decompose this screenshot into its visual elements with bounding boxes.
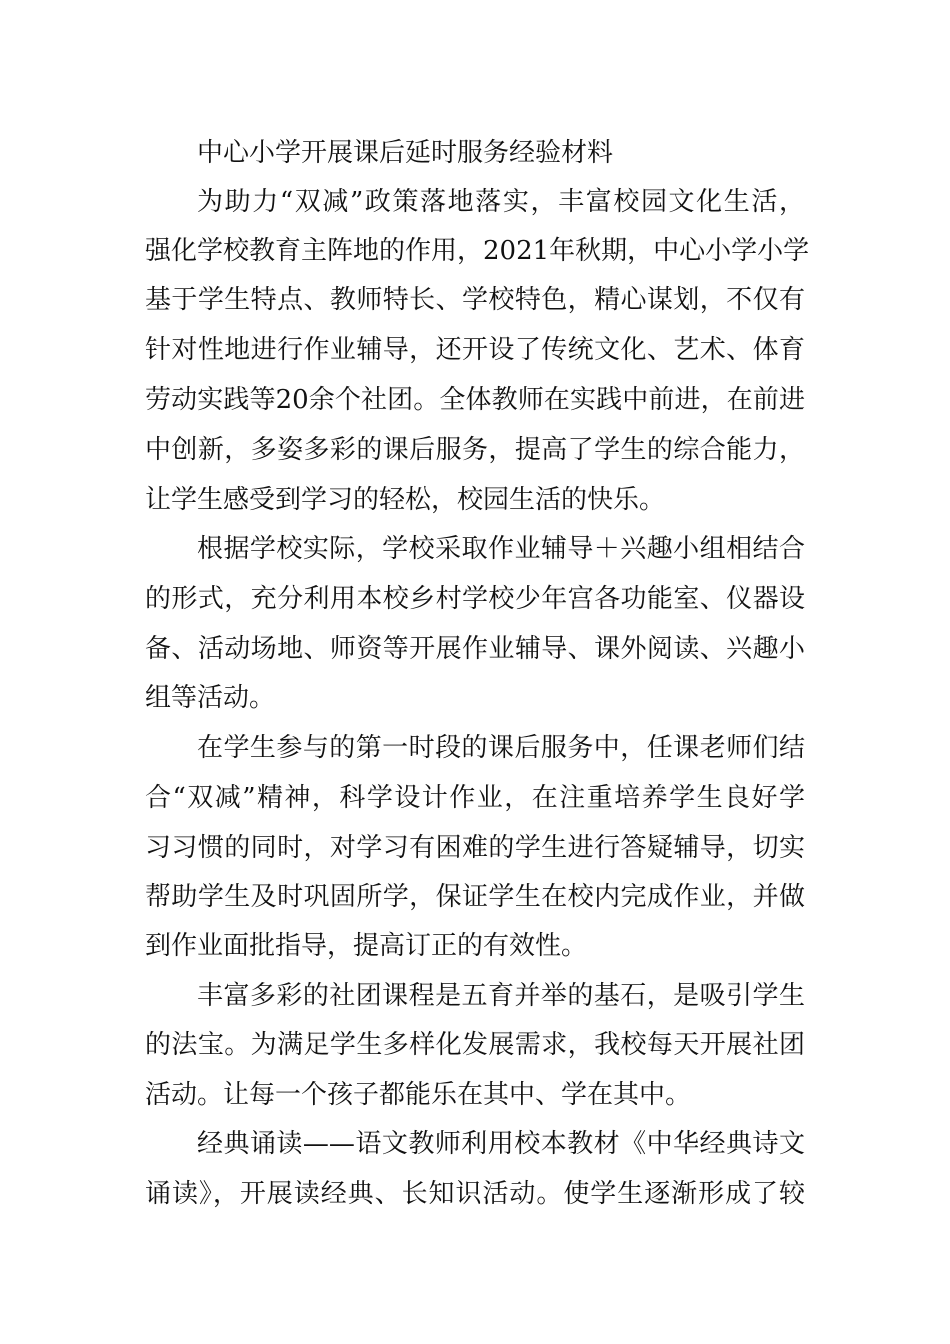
paragraph-4-line-2: 的法宝。为满足学生多样化发展需求，我校每天开展社团: [145, 1030, 805, 1060]
paragraph-3-line-3: 习习惯的同时，对学习有困难的学生进行答疑辅导，切实: [145, 833, 805, 863]
paragraph-1-line-1: 为助力“双减”政策落地落实，丰富校园文化生活，: [197, 187, 805, 217]
paragraph-3-line-1: 在学生参与的第一时段的课后服务中，任课老师们结: [197, 733, 805, 763]
paragraph-1-line-2: 强化学校教育主阵地的作用，2021年秋期，中心小学小学: [145, 236, 810, 266]
paragraph-1-line-4: 针对性地进行作业辅导，还开设了传统文化、艺术、体育: [145, 335, 805, 365]
paragraph-2-line-2: 的形式，充分利用本校乡村学校少年宫各功能室、仪器设: [145, 584, 805, 614]
document-title: 中心小学开展课后延时服务经验材料: [197, 138, 614, 168]
paragraph-5-line-1: 经典诵读——语文教师利用校本教材《中华经典诗文: [197, 1129, 805, 1159]
paragraph-2-line-4: 组等活动。: [145, 683, 276, 713]
paragraph-5-line-2: 诵读》，开展读经典、长知识活动。使学生逐渐形成了较: [145, 1179, 805, 1209]
paragraph-3-line-5: 到作业面批指导，提高订正的有效性。: [145, 931, 588, 961]
paragraph-1-line-6: 中创新，多姿多彩的课后服务，提高了学生的综合能力，: [145, 435, 805, 465]
paragraph-4-line-3: 活动。让每一个孩子都能乐在其中、学在其中。: [145, 1080, 692, 1110]
paragraph-2-line-3: 备、活动场地、师资等开展作业辅导、课外阅读、兴趣小: [145, 634, 805, 664]
paragraph-4-line-1: 丰富多彩的社团课程是五育并举的基石，是吸引学生: [197, 981, 805, 1011]
paragraph-1-line-5: 劳动实践等20余个社团。全体教师在实践中前进，在前进: [145, 385, 805, 415]
paragraph-3-line-2: 合“双减”精神，科学设计作业，在注重培养学生良好学: [145, 783, 805, 813]
paragraph-3-line-4: 帮助学生及时巩固所学，保证学生在校内完成作业，并做: [145, 882, 805, 912]
paragraph-2-line-1: 根据学校实际，学校采取作业辅导＋兴趣小组相结合: [197, 534, 805, 564]
paragraph-1-line-7: 让学生感受到学习的轻松，校园生活的快乐。: [145, 485, 666, 515]
paragraph-1-line-3: 基于学生特点、教师特长、学校特色，精心谋划，不仅有: [145, 285, 805, 315]
